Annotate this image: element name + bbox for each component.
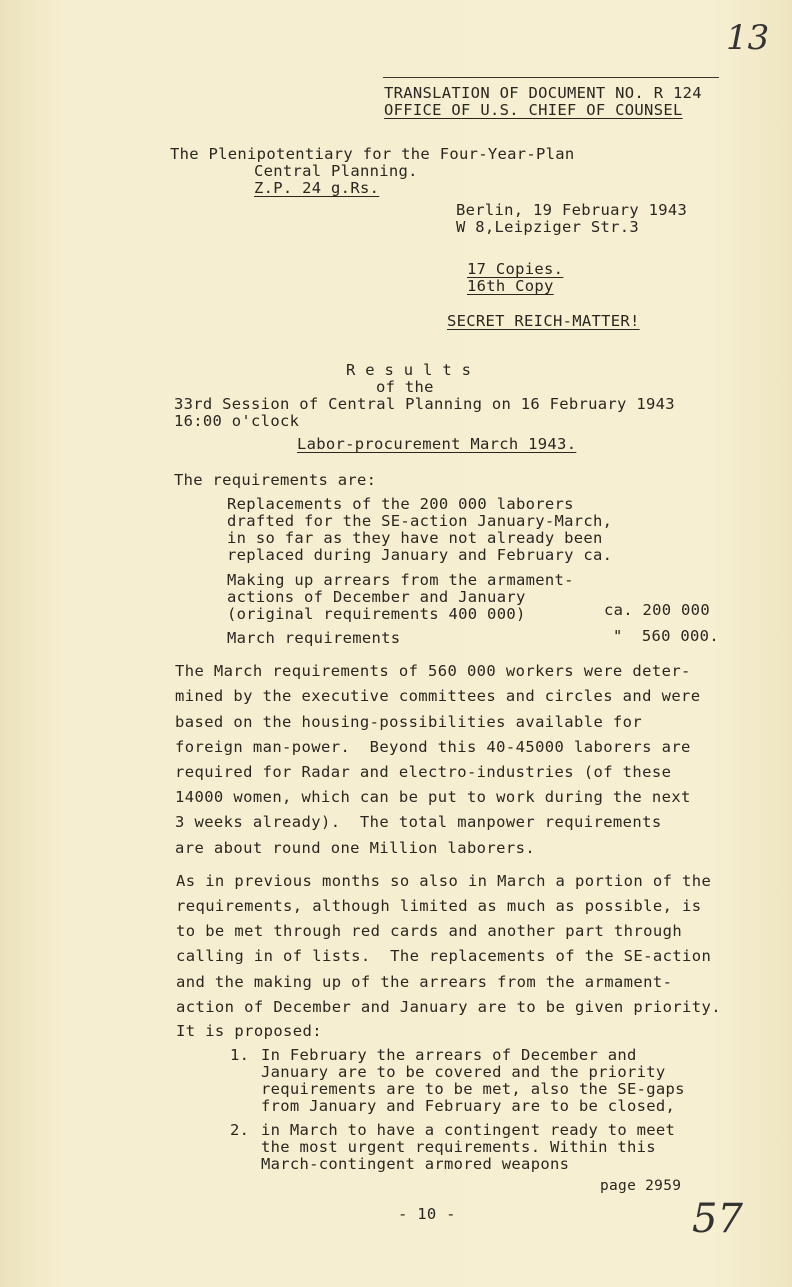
title-of-the: of the — [376, 378, 434, 396]
paragraph-1-line: mined by the executive committees and circles and were — [175, 687, 701, 705]
sender-reference: Z.P. 24 g.Rs. — [254, 179, 380, 197]
page-number: - 10 - — [398, 1205, 456, 1223]
place-date-line2: W 8,Leipziger Str.3 — [456, 218, 640, 236]
paragraph-2-line: to be met through red cards and another part through — [176, 922, 683, 940]
proposal-1-line: In February the arrears of December and — [261, 1046, 637, 1064]
req-item2-line2: actions of December and January — [227, 588, 526, 606]
page-reference: page 2959 — [600, 1178, 682, 1194]
proposal-1-line: January are to be covered and the priority — [261, 1063, 666, 1081]
paragraph-2-line: As in previous months so also in March a portion of the — [176, 872, 712, 890]
corner-page-number: 13 — [726, 18, 770, 58]
proposal-1-number: 1. — [230, 1046, 250, 1064]
paragraph-2-line: It is proposed: — [176, 1022, 322, 1040]
req-item1-line4: replaced during January and February ca. — [227, 546, 613, 564]
req-item2-line3: (original requirements 400 000) — [227, 605, 526, 623]
paragraph-1-line: 3 weeks already). The total manpower requirements — [175, 813, 662, 831]
paragraph-1-line: based on the housing-possibilities available for — [175, 713, 643, 731]
copies-line1: 17 Copies. — [467, 260, 564, 278]
paragraph-1-line: foreign man-power. Beyond this 40-45000 laborers are — [175, 738, 691, 756]
header-line2: OFFICE OF U.S. CHIEF OF COUNSEL — [384, 101, 683, 119]
place-date-line1: Berlin, 19 February 1943 — [456, 201, 688, 219]
req-item2-line1: Making up arrears from the armament- — [227, 571, 574, 589]
paragraph-1-line: 14000 women, which can be put to work during the next — [175, 788, 691, 806]
req-item1-line3: in so far as they have not already been — [227, 529, 603, 547]
proposal-2-line: in March to have a contingent ready to meet — [261, 1121, 676, 1139]
title-results: R e s u l t s — [346, 361, 472, 379]
sender-line2: Central Planning. — [254, 162, 418, 180]
req-item1-line1: Replacements of the 200 000 laborers — [227, 495, 574, 513]
paragraph-1-line: The March requirements of 560 000 workers were deter- — [175, 662, 691, 680]
paragraph-2-line: calling in of lists. The replacements of the SE-action — [176, 947, 712, 965]
title-subject: Labor-procurement March 1943. — [297, 435, 577, 453]
req-item2-amount: ca. 200 000 — [604, 601, 710, 619]
copies-line2: 16th Copy — [467, 277, 554, 295]
proposal-2-line: March-contingent armored weapons — [261, 1155, 570, 1173]
req-item1-line2: drafted for the SE-action January-March, — [227, 512, 613, 530]
requirements-intro: The requirements are: — [174, 471, 377, 489]
paragraph-1-line: are about round one Million laborers. — [175, 839, 536, 857]
proposal-2-number: 2. — [230, 1121, 250, 1139]
title-session: 33rd Session of Central Planning on 16 February 1943 — [174, 395, 675, 413]
sender-line1: The Plenipotentiary for the Four-Year-Plan — [170, 145, 575, 163]
title-time: 16:00 o'clock — [174, 412, 300, 430]
req-item3-label: March requirements — [227, 629, 401, 647]
paragraph-1-line: required for Radar and electro-industries (of these — [175, 763, 672, 781]
req-item3-amount: " 560 000. — [613, 627, 719, 645]
bottom-handwritten-number: 57 — [692, 1196, 743, 1242]
header-top-rule — [383, 77, 719, 78]
paragraph-2-line: requirements, although limited as much as possible, is — [176, 897, 702, 915]
header-line1: TRANSLATION OF DOCUMENT NO. R 124 — [384, 84, 702, 102]
classification-stamp: SECRET REICH-MATTER! — [447, 312, 640, 330]
proposal-1-line: requirements are to be met, also the SE-gaps — [261, 1080, 685, 1098]
paragraph-2-line: action of December and January are to be given priority. — [176, 998, 721, 1016]
proposal-1-line: from January and February are to be closed, — [261, 1097, 676, 1115]
paragraph-2-line: and the making up of the arrears from the armament- — [176, 973, 673, 991]
proposal-2-line: the most urgent requirements. Within this — [261, 1138, 656, 1156]
